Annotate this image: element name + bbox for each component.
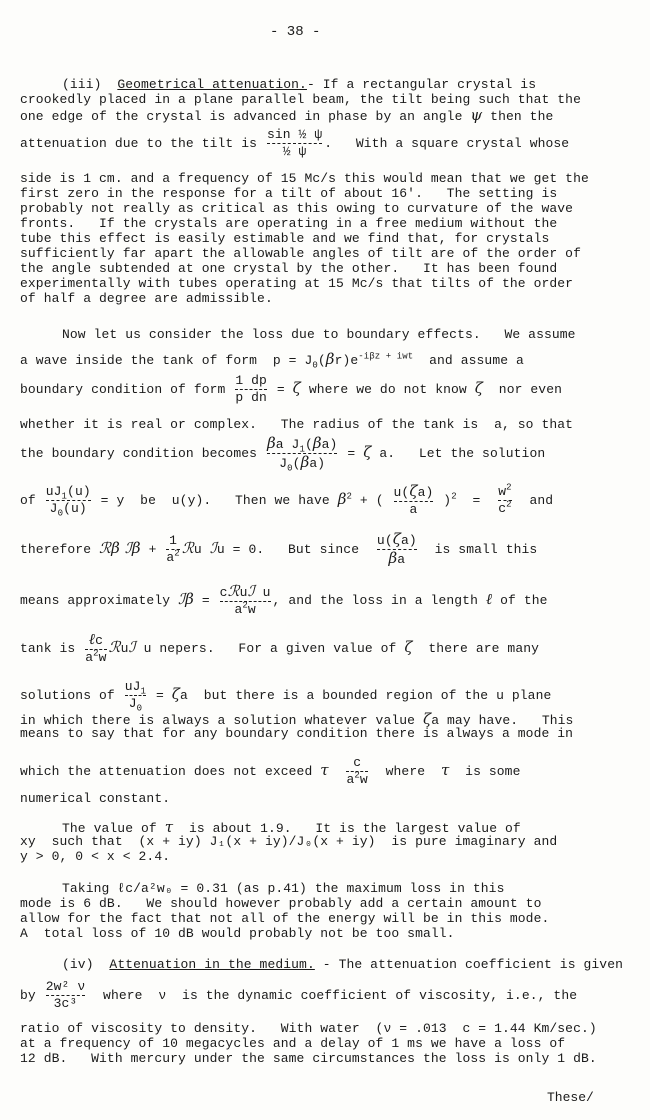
paragraph-line: Now let us consider the loss due to boundary effects. We assume bbox=[62, 327, 576, 342]
paragraph-line: 12 dB. With mercury under the same circumstances the loss is only 1 dB. bbox=[20, 1051, 597, 1066]
paragraph-line: whether it is real or complex. The radius of the tank is a, so that bbox=[20, 417, 574, 432]
tilt-fraction: $\frac{\text{sin ½ ψ}}{\text{½ ψ}}$ bbox=[266, 127, 323, 159]
paragraph-line: means to say that for any boundary condition there is always a mode in bbox=[20, 726, 574, 741]
paragraph-line: tank is $\frac{\text{ℓc}}{a^2w}$ ℛuℐ u nepers. For a given value of ζ there are many bbox=[20, 630, 540, 665]
paragraph-line: boundary condition of form $\frac{1 dp}{\text{p dn}}$ = ζ where we do not know ζ nor even bbox=[20, 373, 563, 405]
paragraph-line: the boundary condition becomes $\frac{\beta a J_1(\beta a)}{J_0(\beta a)}$ = ζ a. Let the solution bbox=[20, 434, 546, 474]
paragraph-line: side is 1 cm. and a frequency of 15 Mc/s this would mean that we get the bbox=[20, 171, 589, 186]
paragraph-line: sufficiently far apart the allowable angles of tilt are of the order of bbox=[20, 246, 581, 261]
paragraph-line: The value of τ is about 1.9. It is the largest value of bbox=[62, 818, 521, 836]
paragraph-line: which the attenuation does not exceed τ $\frac{c}{a^2w}$ where τ is some bbox=[20, 755, 521, 787]
paragraph-line: experimentally with tubes operating at 15 Mc/s that tilts of the order bbox=[20, 276, 574, 291]
catchword: These/ bbox=[547, 1090, 594, 1105]
paragraph-line: means approximately ℐβ = $\frac{\text{cℛuℐ u}}{a^2w}$ , and the loss in a length ℓ of the bbox=[20, 582, 548, 617]
paragraph-line: Taking ℓc/a²w₀ = 0.31 (as p.41) the maximum loss in this bbox=[62, 881, 505, 896]
paragraph-line: solutions of $\frac{uJ_1}{J_0}$ = ζa but there is a bounded region of the u plane bbox=[20, 679, 552, 714]
paragraph-line: the angle subtended at one crystal by the other. It has been found bbox=[20, 261, 558, 276]
paragraph-line: therefore ℛβ ℐβ + $\frac{1}{a^2}$ ℛu ℐu = 0. But since $\frac{u(\zeta a)}{\beta a}$ is small this bbox=[20, 530, 538, 567]
paragraph-line: one edge of the crystal is advanced in phase by an angle ψ then the bbox=[20, 106, 554, 124]
paragraph-line: of half a degree are admissible. bbox=[20, 291, 273, 306]
paragraph-line: attenuation due to the tilt is $\frac{\text{sin ½ ψ}}{\text{½ ψ}}$ . With a square crystal whose bbox=[20, 127, 570, 159]
attenuation-fraction: $\frac{\text{2w² ν}}{\text{3c³}}$ bbox=[45, 979, 86, 1011]
paragraph-line: mode is 6 dB. We should however probably add a certain amount to bbox=[20, 896, 542, 911]
page-number: - 38 - bbox=[270, 24, 321, 40]
paragraph-line: allow for the fact that not all of the energy will be in this mode. bbox=[20, 911, 550, 926]
paragraph-line: numerical constant. bbox=[20, 791, 171, 806]
paragraph-line: in which there is always a solution whatever value ζa may have. This bbox=[20, 710, 574, 728]
paragraph-line: A total loss of 10 dB would probably not be too small. bbox=[20, 926, 455, 941]
section-iv-line-1: (iv) Attenuation in the medium. - The attenuation coefficient is given bbox=[62, 957, 624, 972]
paragraph-line: ratio of viscosity to density. With water (ν = .013 c = 1.44 Km/sec.) bbox=[20, 1021, 597, 1036]
paragraph-line: y > 0, 0 < x < 2.4. bbox=[20, 849, 171, 864]
paragraph-line: a wave inside the tank of form $p = J_0(\beta r)e^{-i\beta z + iwt}$ and assume a bbox=[20, 350, 524, 371]
section-iii-line-1: (iii) Geometrical attenuation.- If a rectangular crystal is bbox=[62, 77, 537, 92]
paragraph-line: fronts. If the crystals are operating in a free medium without the bbox=[20, 216, 558, 231]
paragraph-line: at a frequency of 10 megacycles and a delay of 1 ms we have a loss of bbox=[20, 1036, 566, 1051]
paragraph-line: first zero in the response for a tilt of about 16'. The setting is bbox=[20, 186, 558, 201]
paragraph-line: xy such that (x + iy) J₁(x + iy)/J₀(x + iy) is pure imaginary and bbox=[20, 834, 558, 849]
paragraph-line: probably not really as critical as this owing to curvature of the wave bbox=[20, 201, 574, 216]
paragraph-line: tube this effect is easily estimable and we find that, for crystals bbox=[20, 231, 550, 246]
section-iii-title: Geometrical attenuation. bbox=[117, 77, 307, 92]
paragraph-line: of $\frac{uJ_1(u)}{J_0(u)}$ = y be u(y). Then we have $\beta^2$ + ( $\frac{u(\zeta a)}{a}$ )$^2$ = $\frac{w^2}{c^2}$ and bbox=[20, 482, 554, 519]
section-iv-title: Attenuation in the medium. bbox=[109, 957, 315, 972]
paragraph-line: by $\frac{\text{2w² ν}}{\text{3c³}}$ where ν is the dynamic coefficient of viscosity, i.e., the bbox=[20, 979, 578, 1011]
paragraph-line: crookedly placed in a plane parallel beam, the tilt being such that the bbox=[20, 92, 581, 107]
